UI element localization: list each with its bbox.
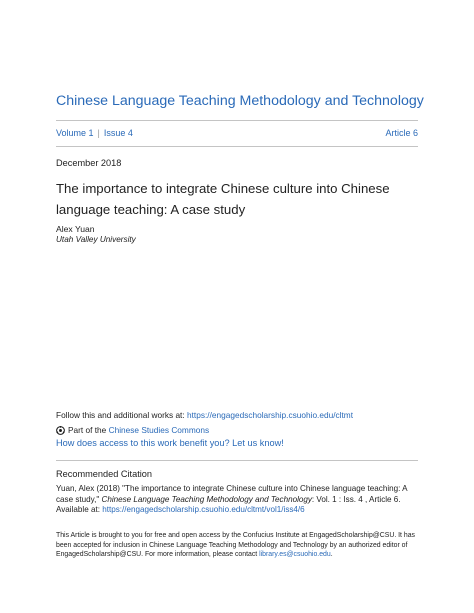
- citation-journal: Chinese Language Teaching Methodology and Technology: [101, 494, 312, 504]
- issue-link[interactable]: Issue 4: [103, 128, 133, 138]
- citation-divider: [56, 460, 418, 461]
- citation-text-1: Yuan, Alex (2018) "The importance to integrate Chinese culture into Chinese language teaching: A case study,": [56, 484, 408, 504]
- article-link[interactable]: Article 6: [385, 128, 418, 138]
- citation-text: [56, 484, 418, 516]
- citation-available-label: Available at:: [56, 505, 103, 514]
- breadcrumb-separator: |: [97, 128, 100, 138]
- follow-prefix: Follow this and additional works at:: [56, 410, 187, 420]
- contact-email-link[interactable]: library.es@csuohio.edu: [259, 551, 331, 559]
- part-of-line: [56, 425, 209, 435]
- citation-url-link[interactable]: https://engagedscholarship.csuohio.edu/cltmt/vol1/iss4/6: [102, 505, 305, 514]
- paper-title: The importance to integrate Chinese culture into Chinese language teaching: A case study: [56, 181, 390, 217]
- issue-breadcrumb: [56, 128, 133, 138]
- footer-end: .: [330, 551, 333, 559]
- author-affiliation: Utah Valley University: [56, 235, 136, 244]
- journal-title[interactable]: Chinese Language Teaching Methodology and Technology: [56, 93, 424, 109]
- header-divider-bottom: [56, 146, 418, 147]
- volume-link[interactable]: Volume 1: [56, 128, 94, 138]
- footer-text: This Article is brought to you for free and open access by the Confucius Institute at EngagedScholarship@CSU. It has been accepted for inclusion in Chinese Language Teaching Methodology and Technology by an authorized editor of EngagedScholarship@CSU. For more information, please contact: [56, 532, 415, 559]
- citation-text-2: : Vol. 1 : Iss. 4 , Article 6.: [311, 494, 401, 504]
- author-name: Alex Yuan: [56, 224, 95, 234]
- follow-url-link[interactable]: https://engagedscholarship.csuohio.edu/cltmt: [186, 410, 354, 420]
- citation-heading: Recommended Citation: [56, 469, 153, 479]
- follow-line: [56, 410, 353, 420]
- network-icon: [56, 426, 65, 435]
- footer-note: [56, 531, 418, 560]
- access-feedback-link[interactable]: How does access to this work benefit you? Let us know!: [56, 438, 284, 448]
- chinese-studies-commons-link[interactable]: Chinese Studies Commons: [108, 425, 210, 435]
- part-of-prefix: Part of the: [68, 425, 107, 435]
- header-divider-top: [56, 120, 418, 121]
- publication-date: December 2018: [56, 158, 122, 168]
